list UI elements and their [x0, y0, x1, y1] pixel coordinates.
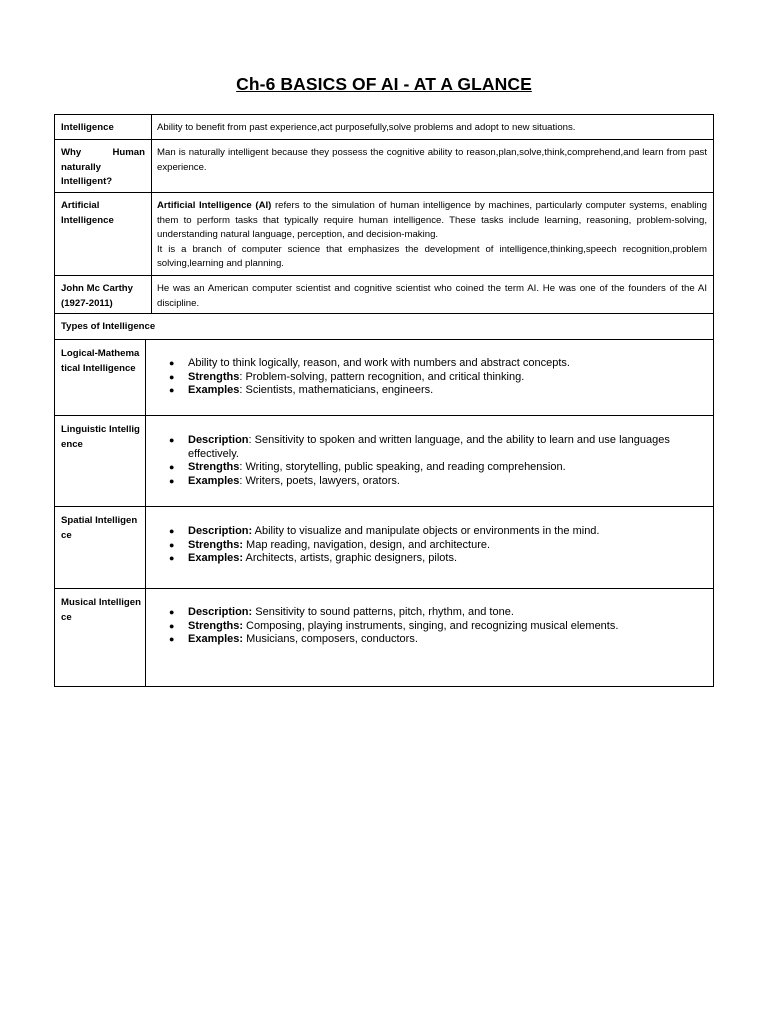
ai-definition: refers to the simulation of human intelligence by machines, particularly computer systems, enabling them to perform tasks that typically require human intelligence. These tasks include learning, reasoning, problem-solving, understanding natural language, perception, and decision-making. [157, 200, 707, 240]
item-text: : Problem-solving, pattern recognition, and critical thinking. [239, 370, 525, 383]
list-item: ● Strengths: Composing, playing instruments, singing, and recognizing musical elements. [169, 619, 619, 632]
type-name: Spatial Intelligence [55, 507, 146, 588]
type-details [146, 507, 713, 588]
table-row-intelligence [55, 115, 713, 140]
item-label: Examples [188, 474, 240, 487]
item-text: Sensitivity to sound patterns, pitch, rhythm, and tone. [252, 606, 514, 618]
item-text: : Writing, storytelling, public speaking, and reading comprehension. [239, 461, 566, 473]
row-value: Ability to benefit from past experience,act purposefully,solve problems and adopt to new situations. [157, 122, 576, 133]
page-title: Ch-6 BASICS OF AI - AT A GLANCE [236, 74, 532, 94]
type-row-spatial [55, 507, 713, 589]
list-item: ● Ability to think logically, reason, and work with numbers and abstract concepts. [169, 357, 570, 369]
type-name: Linguistic Intelligence [55, 416, 146, 506]
item-label: Strengths: [188, 619, 243, 632]
list-item: ● Examples: Writers, poets, lawyers, orators. [169, 474, 400, 487]
summary-table [54, 114, 714, 687]
item-label: Examples: [188, 552, 244, 564]
item-label: Strengths [188, 461, 240, 473]
list-item: ● Description: Sensitivity to sound patterns, pitch, rhythm, and tone. [169, 606, 514, 618]
bullet-list [146, 525, 713, 566]
type-name: Logical-Mathematical Intelligence [55, 340, 146, 415]
row-key: Intelligence [55, 115, 152, 139]
item-text: : Writers, poets, lawyers, orators. [239, 474, 400, 487]
row-key [55, 276, 152, 313]
list-item: ● Strengths: Map reading, navigation, design, and architecture. [169, 538, 491, 551]
type-details [146, 416, 713, 506]
item-label: Examples: [188, 633, 244, 645]
item-label: Description: [188, 525, 253, 537]
item-text: Map reading, navigation, design, and architecture. [243, 538, 491, 551]
bullet-list [146, 606, 713, 647]
types-header: Types of Intelligence [61, 321, 156, 332]
type-name: Musical Intelligence [55, 589, 146, 686]
row-value [152, 193, 713, 275]
item-label: Description [188, 434, 249, 446]
type-row-linguistic [55, 416, 713, 507]
list-item: ● Examples: Scientists, mathematicians, engineers. [169, 384, 434, 396]
item-label: Strengths: [188, 538, 243, 551]
type-row-logical [55, 340, 713, 416]
item-label: Strengths [188, 370, 240, 383]
list-item: ● Strengths: Problem-solving, pattern recognition, and critical thinking. [169, 370, 525, 383]
list-item: ● Strengths: Writing, storytelling, public speaking, and reading comprehension. [169, 461, 566, 473]
item-text: Composing, playing instruments, singing, and recognizing musical elements. [243, 619, 619, 632]
item-text: : Sensitivity to spoken and written language, and the ability to learn and use languages effectively. [188, 434, 670, 460]
table-row-ai [55, 193, 713, 276]
item-text: Architects, artists, graphic designers, pilots. [243, 552, 458, 564]
item-text: Musicians, composers, conductors. [243, 633, 418, 645]
table-row-mccarthy [55, 276, 713, 314]
item-text: : Scientists, mathematicians, engineers. [239, 384, 434, 396]
list-item: ● Description: Ability to visualize and manipulate objects or environments in the mind. [169, 525, 600, 537]
item-text: Ability to visualize and manipulate objects or environments in the mind. [252, 525, 600, 537]
row-value: Man is naturally intelligent because they possess the cognitive ability to reason,plan,solve,think,comprehend,and learn from past experience. [157, 147, 707, 173]
row-key-text: John Mc Carthy (1927-2011) [61, 283, 133, 309]
item-text: Ability to think logically, reason, and work with numbers and abstract concepts. [188, 357, 570, 369]
types-header-row [55, 314, 713, 340]
row-key: Why Human naturally Intelligent? [55, 140, 152, 192]
list-item: ● Description: Sensitivity to spoken and written language, and the ability to learn and use languages effectively. [169, 434, 670, 460]
bullet-list [146, 357, 713, 398]
ai-branch: It is a branch of computer science that emphasizes the development of intelligence,thinking,speech recognition,problem solving,learning and planning. [157, 243, 707, 269]
row-value: He was an American computer scientist and cognitive scientist who coined the term AI. He was one of the founders of the AI discipline. [157, 283, 707, 309]
ai-term: Artificial Intelligence (AI) [157, 200, 272, 211]
table-row-why-human [55, 140, 713, 193]
row-key-text: Artificial Intelligence [61, 200, 114, 226]
type-row-musical [55, 589, 713, 686]
bullet-list [146, 434, 713, 488]
type-details [146, 589, 713, 686]
item-label: Examples [188, 384, 240, 396]
list-item: ● Examples: Musicians, composers, conductors. [169, 633, 418, 645]
item-label: Description: [188, 606, 253, 618]
list-item: ● Examples: Architects, artists, graphic designers, pilots. [169, 552, 458, 564]
type-details [146, 340, 713, 415]
row-key [55, 193, 152, 275]
